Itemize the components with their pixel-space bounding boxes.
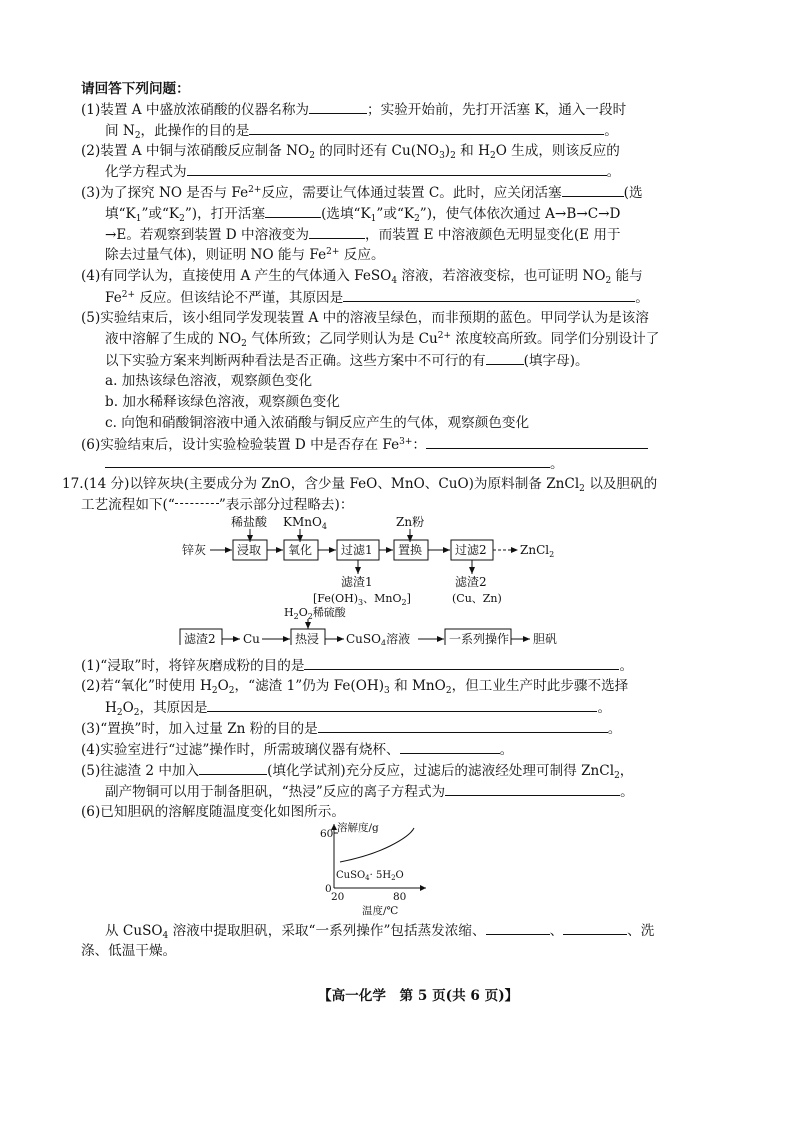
reagent-h2o2-h2so4: $H_2O_2$稀硫酸 — [284, 606, 346, 621]
svg-text:滤渣2: 滤渣2 — [184, 632, 216, 645]
reagent-zn: Zn粉 — [396, 515, 425, 529]
residue1-label: 滤渣1 — [341, 575, 373, 589]
q16-3-line1: (3)为了探究 NO 是否与 $Fe^{2+}$反应，需要让气体通过装置 C。此时，应关闭活塞 (选 — [81, 182, 643, 205]
page-footer: 【高一化学 第 5 页(共 6 页)】 — [318, 988, 519, 1004]
q16-6-line2: 。 — [105, 453, 564, 474]
reagent-hcl: 稀盐酸 — [231, 515, 268, 529]
svg-text:热浸: 热浸 — [295, 632, 320, 645]
solubility-graph — [310, 822, 470, 932]
product-zncl2: ZnCl$_2$ — [520, 543, 555, 559]
intro: 请回答下列问题： — [81, 81, 190, 97]
answer-blank[interactable] — [249, 120, 604, 135]
reagent-kmno4: KMnO$_4$ — [283, 515, 327, 531]
cuso4-solution: CuSO$_4$溶液 — [346, 632, 411, 645]
cu-label: Cu — [243, 632, 260, 645]
answer-blank[interactable] — [343, 287, 635, 302]
answer-blank[interactable] — [187, 161, 607, 176]
graph-x80: 80 — [393, 891, 407, 903]
q16-6-line1: (6)实验结束后，设计实验检验装置 D 中是否存在 $Fe^{3+}$： — [81, 434, 648, 457]
q16-4-line2: $Fe^{2+}$ 反应。但该结论不严谨，其原因是 。 — [105, 287, 649, 310]
curve-label: CuSO$_4$· $5H_2O$ — [336, 870, 404, 882]
q16-1-line1: (1)装置 A 中盛放浓硝酸的仪器名称为 ；实验开始前，先打开活塞 K，通入一段时 — [81, 99, 626, 120]
q17-1: (1)“浸取”时，将锌灰磨成粉的目的是 。 — [81, 655, 633, 676]
dashed-arrow-icon — [175, 503, 219, 504]
answer-blank[interactable] — [199, 760, 267, 775]
answer-blank[interactable] — [304, 655, 619, 670]
graph-xlabel: 温度/℃ — [362, 905, 399, 917]
answer-blank[interactable] — [207, 697, 597, 712]
svg-text:置换: 置换 — [398, 543, 423, 557]
svg-text:氧化: 氧化 — [288, 543, 313, 557]
q17-header-line1: 17.(14 分)以锌灰块(主要成分为 ZnO，含少量 FeO、MnO、CuO)为原料制备 ZnCl$_2$ 以及胆矾的 — [62, 476, 658, 494]
answer-blank[interactable] — [486, 350, 524, 365]
q16-1-line2: 间 $N_2$，此操作的目的是 。 — [105, 120, 618, 143]
q16-3-line3: →E。若观察到装置 D 中溶液变为 ，而装置 E 中溶液颜色无明显变化(E 用于 — [105, 224, 621, 245]
q16-5-option-c: c. 向饱和硝酸铜溶液中通入浓硝酸与铜反应产生的气体，观察颜色变化 — [105, 415, 530, 431]
graph-ylabel: 溶解度/g — [337, 822, 379, 834]
process-flow-diagram — [0, 510, 800, 645]
svg-text:过滤2: 过滤2 — [455, 543, 487, 557]
residue1-composition: [$Fe(OH)_3$、MnO$_2$] — [313, 592, 411, 607]
answer-blank[interactable] — [486, 920, 550, 935]
graph-x20: 20 — [331, 891, 345, 903]
q16-5-option-a: a. 加热该绿色溶液，观察颜色变化 — [105, 373, 313, 389]
answer-blank[interactable] — [265, 203, 321, 218]
q16-4-line1: (4)有同学认为，直接使用 A 产生的气体通入 FeSO$_4$ 溶液，若溶液变棕，也可证明 $NO_2$ 能与 — [81, 268, 643, 286]
q17-6-tail-line1: 从 CuSO$_4$ 溶液中提取胆矾，采取“一系列操作”包括蒸发浓缩、 、 、洗 — [105, 920, 654, 943]
q16-5-line3: 以下实验方案来判断两种看法是否正确。这些方案中不可行的有 (填字母)。 — [105, 350, 589, 371]
q17-5-line2: 副产物铜可以用于制备胆矾，“热浸”反应的离子方程式为 。 — [105, 781, 634, 802]
graph-y0: 0 — [325, 883, 332, 895]
answer-blank[interactable] — [309, 99, 367, 114]
q17-6: (6)已知胆矾的溶解度随温度变化如图所示。 — [81, 804, 345, 820]
q16-5-line1: (5)实验结束后，该小组同学发现装置 A 中的溶液呈绿色，而非预期的蓝色。甲同学认为是该溶 — [81, 310, 649, 326]
q17-header-line2: 工艺流程如下(“ ”表示部分过程略去)： — [81, 497, 354, 513]
answer-blank[interactable] — [563, 920, 627, 935]
q17-3: (3)“置换”时，加入过量 Zn 粉的目的是 。 — [81, 718, 621, 739]
q16-3-line4: 除去过量气体)，则证明 NO 能与 $Fe^{2+}$ 反应。 — [105, 247, 385, 263]
q17-4: (4)实验室进行“过滤”操作时，所需玻璃仪器有烧杯、 。 — [81, 739, 513, 760]
q17-2-line1: (2)若“氧化”时使用 $H_2O_2$，“滤渣 1”仍为 $Fe(OH)_3$ 和 MnO$_2$，但工业生产时此步骤不选择 — [81, 678, 629, 696]
q17-5-line1: (5)往滤渣 2 中加入 (填化学试剂)充分反应，过滤后的滤液经处理可制得 ZnCl$_2$， — [81, 760, 633, 783]
q16-5-line2: 液中溶解了生成的 $NO_2$ 气体所致；乙同学则认为是 $Cu^{2+}$ 浓度较高所致。同学们分别设计了 — [105, 331, 660, 349]
q16-2-line1: (2)装置 A 中铜与浓硝酸反应制备 $NO_2$ 的同时还有 $Cu(NO_3)_2$ 和 $H_2O$ 生成，则该反应的 — [81, 143, 620, 161]
residue2-composition: (Cu、Zn) — [452, 592, 502, 605]
q17-2-line2: $H_2O_2$，其原因是 。 — [105, 697, 611, 720]
product-blue-vitriol: 胆矾 — [533, 632, 558, 645]
answer-blank[interactable] — [309, 224, 365, 239]
q16-5-option-b: b. 加水稀释该绿色溶液，观察颜色变化 — [105, 394, 340, 410]
svg-text:浸取: 浸取 — [237, 543, 262, 557]
answer-blank[interactable] — [562, 182, 624, 197]
graph-y60: 60 — [320, 828, 334, 840]
svg-text:过滤1: 过滤1 — [341, 543, 373, 557]
answer-blank[interactable] — [426, 434, 648, 449]
answer-blank[interactable] — [318, 718, 608, 733]
residue2-label: 滤渣2 — [455, 575, 487, 589]
answer-blank[interactable] — [445, 781, 620, 796]
q16-3-line2: 填“$K_1$”或“$K_2$”)，打开活塞 (选填“$K_1$”或“$K_2$”)，使气体依次通过 A→B→C→D — [105, 203, 620, 226]
q16-2-line2: 化学方程式为 。 — [105, 161, 620, 182]
q17-6-tail-line2: 涤、低温干燥。 — [81, 943, 177, 959]
start-material: 锌灰 — [182, 543, 207, 557]
answer-blank[interactable] — [400, 739, 500, 754]
answer-blank[interactable] — [105, 453, 550, 468]
svg-text:一系列操作: 一系列操作 — [449, 632, 510, 645]
